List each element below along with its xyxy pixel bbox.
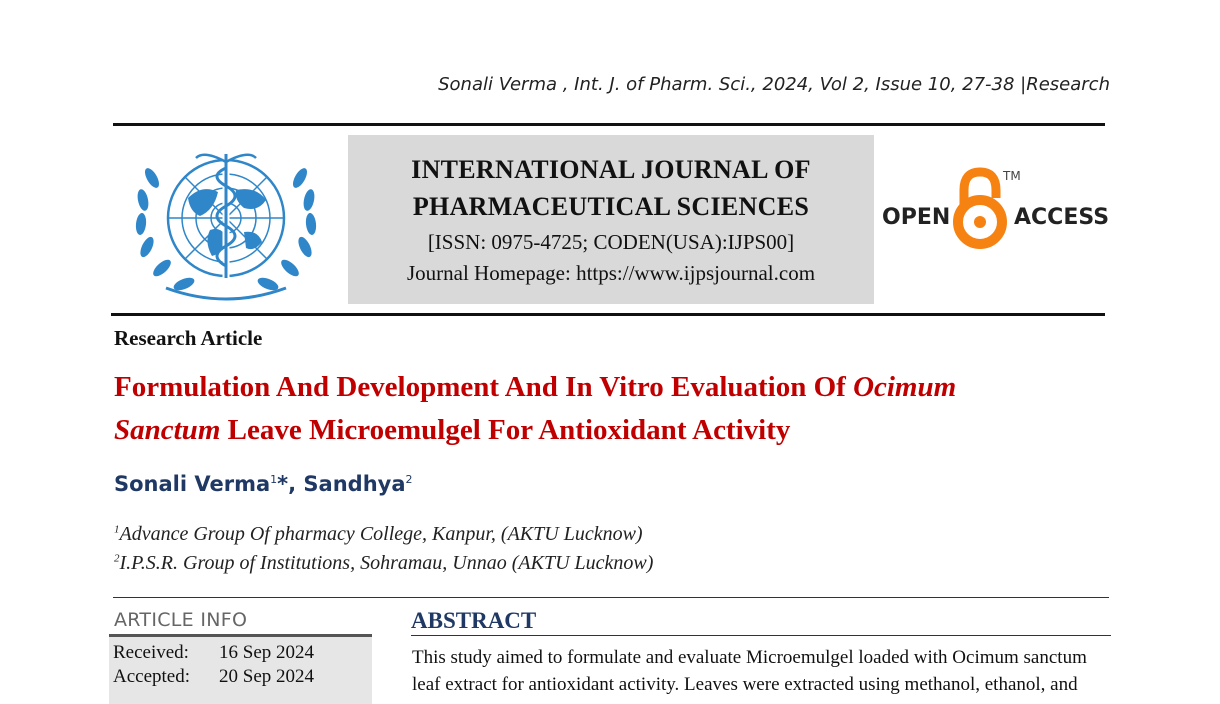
header-top-rule	[113, 123, 1105, 126]
open-access-right: ACCESS	[1014, 205, 1110, 230]
journal-issn: [ISSN: 0975-4725; CODEN(USA):IJPS00]	[427, 230, 795, 254]
author-1-affil-sup: 1	[270, 473, 278, 486]
affiliation-2-num: 2	[114, 552, 120, 565]
affiliation-1-num: 1	[114, 523, 120, 536]
open-access-trademark: TM	[1003, 169, 1021, 183]
accepted-row	[113, 666, 314, 688]
journal-homepage: Journal Homepage: https://www.ijpsjournal.com	[406, 261, 816, 285]
abstract-text: This study aimed to formulate and evaluate Microemulgel loaded with Ocimum sanctum leaf extract for antioxidant activity. Leaves were extracted using methanol, ethanol, and	[412, 647, 1087, 695]
header-bottom-rule	[111, 313, 1105, 316]
article-info-box	[109, 634, 372, 704]
affiliation-2-text: I.P.S.R. Group of Institutions, Sohramau, Unnao (AKTU Lucknow)	[119, 552, 654, 574]
accepted-label: Accepted:	[113, 666, 191, 687]
accepted-value: 20 Sep 2024	[219, 666, 314, 687]
affiliation-1-text: Advance Group Of pharmacy College, Kanpur, (AKTU Lucknow)	[119, 523, 643, 545]
title-part2: Leave Microemulgel For Antioxidant Activity	[220, 414, 791, 446]
title-italic2: Sanctum	[114, 414, 221, 446]
article-title	[114, 366, 1104, 452]
affiliation-2	[114, 552, 653, 575]
author-1: Sonali Verma	[114, 472, 271, 496]
author-separator: ,	[288, 472, 304, 496]
abstract-rule	[411, 635, 1111, 636]
citation-line: Sonali Verma , Int. J. of Pharm. Sci., 2024, Vol 2, Issue 10, 27-38 |Research	[438, 74, 1110, 95]
journal-header-box	[348, 135, 874, 304]
author-2: Sandhya	[303, 472, 406, 496]
affiliation-1	[114, 523, 643, 546]
journal-emblem-icon	[126, 138, 326, 306]
open-access-logo-icon	[880, 166, 1112, 256]
article-type: Research Article	[114, 326, 263, 350]
article-info-heading: ARTICLE INFO	[114, 609, 248, 631]
received-label: Received:	[113, 642, 189, 663]
open-access-left: OPEN	[882, 205, 951, 230]
title-part1: Formulation And Development And In Vitro Evaluation Of	[114, 371, 854, 403]
author-2-affil-sup: 2	[405, 473, 413, 486]
abstract-heading: ABSTRACT	[411, 608, 537, 633]
received-row	[113, 642, 314, 664]
author-1-corresponding-mark: *	[277, 472, 289, 496]
title-italic1: Ocimum	[853, 371, 957, 403]
journal-name-line1: INTERNATIONAL JOURNAL OF	[411, 155, 811, 184]
journal-name-line2: PHARMACEUTICAL SCIENCES	[412, 192, 810, 221]
author-list	[114, 472, 413, 496]
received-value: 16 Sep 2024	[219, 642, 314, 663]
section-divider	[113, 597, 1109, 598]
